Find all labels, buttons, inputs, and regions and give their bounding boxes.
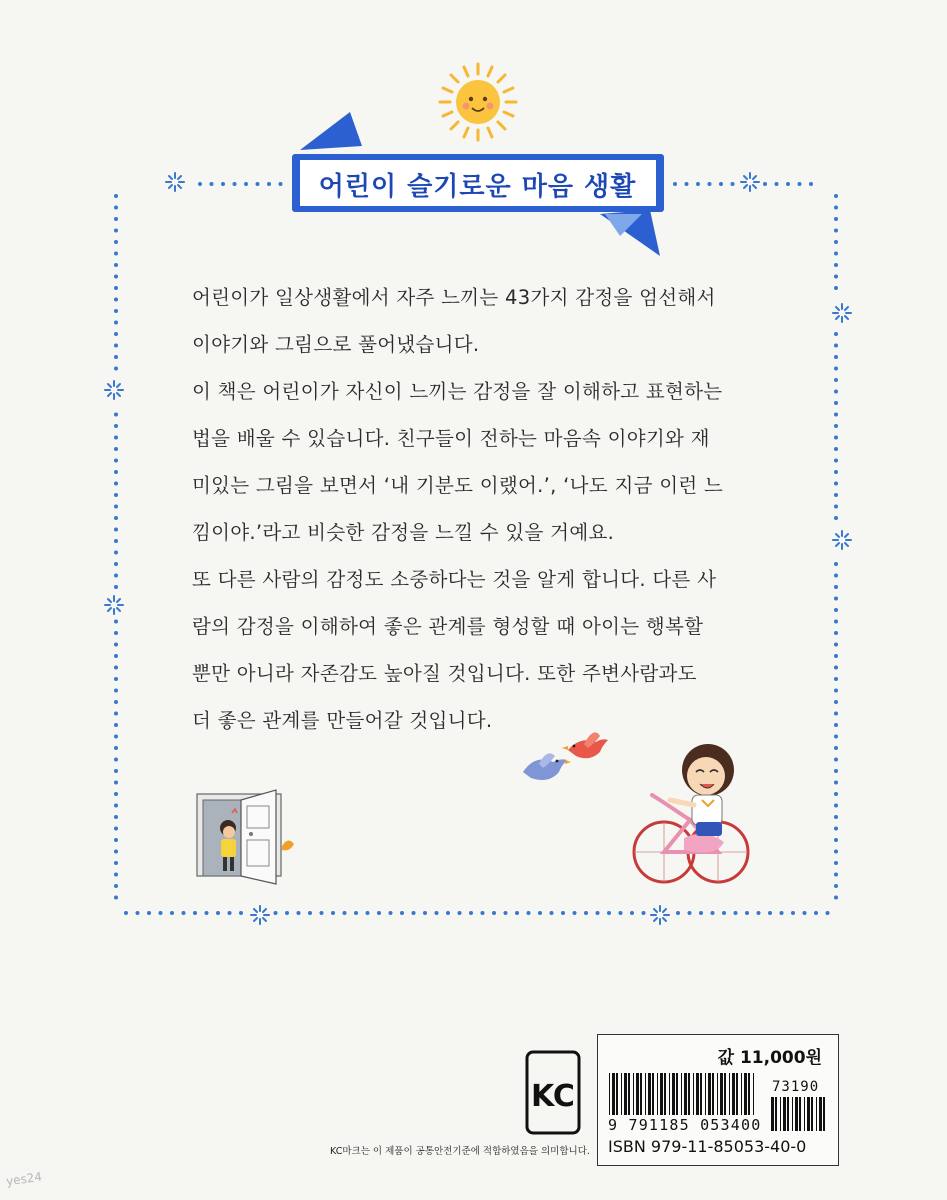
- frame-dot: [834, 585, 838, 589]
- frame-dot: [256, 182, 260, 186]
- frame-dot: [834, 666, 838, 670]
- frame-dot: [114, 424, 118, 428]
- frame-dot: [561, 911, 565, 915]
- frame-dot: [798, 182, 802, 186]
- frame-dot: [114, 355, 118, 359]
- barcode-bar: [816, 1097, 817, 1131]
- frame-dot: [147, 911, 151, 915]
- description-line: 법을 배울 수 있습니다. 친구들이 전하는 마음속 이야기와 재: [192, 427, 710, 450]
- barcode-bar: [736, 1073, 738, 1115]
- frame-dot: [763, 182, 767, 186]
- frame-dot: [114, 562, 118, 566]
- frame-dot: [834, 516, 838, 520]
- frame-dot: [114, 286, 118, 290]
- frame-dot: [834, 562, 838, 566]
- frame-dot: [458, 911, 462, 915]
- sparkle-icon: [105, 596, 123, 614]
- frame-dot: [834, 597, 838, 601]
- frame-dot: [244, 182, 248, 186]
- barcode-bar: [676, 1073, 678, 1115]
- frame-dot: [834, 643, 838, 647]
- description-line: 낌이야.’라고 비슷한 감정을 느낄 수 있을 거예요.: [192, 521, 615, 544]
- frame-dot: [377, 911, 381, 915]
- frame-dot: [834, 206, 838, 210]
- frame-dot: [834, 505, 838, 509]
- frame-dot: [834, 459, 838, 463]
- frame-dot: [834, 758, 838, 762]
- frame-dot: [504, 911, 508, 915]
- frame-dot: [834, 677, 838, 681]
- description-line: 더 좋은 관계를 만들어갈 것입니다.: [192, 709, 493, 732]
- frame-dot: [114, 758, 118, 762]
- description-text: [192, 274, 792, 744]
- frame-dot: [515, 911, 519, 915]
- frame-dot: [114, 792, 118, 796]
- frame-dot: [834, 896, 838, 900]
- frame-dot: [708, 182, 712, 186]
- door-girl-illustration: [197, 790, 294, 884]
- frame-dot: [834, 252, 838, 256]
- barcode-bar: [628, 1073, 630, 1115]
- frame-dot: [114, 367, 118, 371]
- frame-dot: [834, 792, 838, 796]
- frame-dot: [114, 815, 118, 819]
- frame-dot: [688, 911, 692, 915]
- frame-dot: [114, 493, 118, 497]
- frame-dot: [786, 182, 790, 186]
- frame-dot: [114, 447, 118, 451]
- barcode-bar: [657, 1073, 658, 1115]
- frame-dot: [239, 911, 243, 915]
- frame-dot: [834, 689, 838, 693]
- frame-dot: [170, 911, 174, 915]
- frame-dot: [834, 447, 838, 451]
- frame-dot: [834, 712, 838, 716]
- description-line: 미있는 그림을 보면서 ‘내 기분도 이랬어.’, ‘나도 지금 이런 느: [192, 474, 724, 497]
- frame-dot: [210, 182, 214, 186]
- frame-dot: [331, 911, 335, 915]
- frame-dot: [527, 911, 531, 915]
- barcode-bar: [664, 1073, 666, 1115]
- barcode-bar: [783, 1097, 786, 1131]
- frame-dot: [114, 275, 118, 279]
- frame-dot: [446, 911, 450, 915]
- frame-dot: [114, 574, 118, 578]
- frame-dot: [834, 424, 838, 428]
- frame-dot: [834, 769, 838, 773]
- frame-dot: [114, 332, 118, 336]
- frame-dot: [267, 182, 271, 186]
- frame-dot: [114, 746, 118, 750]
- barcode-bar: [780, 1097, 781, 1131]
- frame-dot: [114, 539, 118, 543]
- frame-dot: [538, 911, 542, 915]
- frame-dot: [834, 815, 838, 819]
- frame-dot: [834, 873, 838, 877]
- frame-dot: [696, 182, 700, 186]
- price-barcode-box: [597, 1034, 839, 1166]
- barcode-bar: [724, 1073, 726, 1115]
- frame-dot: [423, 911, 427, 915]
- barcode-bar: [688, 1073, 690, 1115]
- frame-dot: [114, 240, 118, 244]
- frame-dot: [834, 700, 838, 704]
- frame-dot: [834, 401, 838, 405]
- barcode-bar: [792, 1097, 793, 1131]
- frame-dot: [389, 911, 393, 915]
- frame-dot: [550, 911, 554, 915]
- barcode-bar: [640, 1073, 642, 1115]
- barcode-bar: [648, 1073, 651, 1115]
- frame-dot: [619, 911, 623, 915]
- frame-dot: [114, 643, 118, 647]
- frame-dot: [198, 182, 202, 186]
- barcode-bar: [744, 1073, 747, 1115]
- frame-dot: [834, 470, 838, 474]
- bicycle-girl-illustration: [634, 744, 748, 882]
- bird-icon: [523, 753, 571, 780]
- frame-dot: [834, 884, 838, 888]
- frame-dot: [114, 413, 118, 417]
- frame-dot: [114, 217, 118, 221]
- frame-dot: [159, 911, 163, 915]
- description-line: 이 책은 어린이가 자신이 느끼는 감정을 잘 이해하고 표현하는: [192, 380, 723, 403]
- frame-dot: [193, 911, 197, 915]
- frame-dot: [630, 911, 634, 915]
- price-label: 값 11,000원: [717, 1048, 822, 1068]
- barcode-bar: [717, 1073, 718, 1115]
- barcode-bar: [633, 1073, 634, 1115]
- sun-icon: [440, 64, 516, 140]
- frame-dot: [285, 911, 289, 915]
- frame-dot: [114, 700, 118, 704]
- frame-dot: [719, 182, 723, 186]
- frame-dot: [780, 911, 784, 915]
- frame-dot: [469, 911, 473, 915]
- frame-dot: [114, 194, 118, 198]
- frame-dot: [221, 182, 225, 186]
- frame-dot: [834, 781, 838, 785]
- barcode-bar: [729, 1073, 730, 1115]
- frame-dot: [308, 911, 312, 915]
- barcode-bar: [811, 1097, 813, 1131]
- barcode-bar: [705, 1073, 706, 1115]
- frame-dot: [791, 911, 795, 915]
- frame-dot: [814, 911, 818, 915]
- frame-dot: [809, 182, 813, 186]
- frame-dot: [114, 769, 118, 773]
- frame-dot: [114, 252, 118, 256]
- frame-dot: [834, 827, 838, 831]
- description-line: 이야기와 그림으로 풀어냈습니다.: [192, 333, 480, 356]
- frame-dot: [834, 838, 838, 842]
- frame-dot: [584, 911, 588, 915]
- frame-dot: [492, 911, 496, 915]
- barcode-bar: [645, 1073, 646, 1115]
- frame-dot: [573, 911, 577, 915]
- frame-dot: [228, 911, 232, 915]
- frame-dot: [834, 482, 838, 486]
- frame-dot: [114, 850, 118, 854]
- barcode-bar: [708, 1073, 711, 1115]
- frame-dot: [343, 911, 347, 915]
- frame-dot: [435, 911, 439, 915]
- frame-dot: [834, 493, 838, 497]
- frame-dot: [114, 436, 118, 440]
- barcode-bar: [819, 1097, 822, 1131]
- barcode-bar: [787, 1097, 789, 1131]
- frame-dot: [114, 298, 118, 302]
- barcode-bar: [672, 1073, 675, 1115]
- frame-dot: [274, 911, 278, 915]
- frame-dot: [114, 861, 118, 865]
- frame-dot: [834, 344, 838, 348]
- barcode-bar: [775, 1097, 777, 1131]
- frame-dot: [114, 528, 118, 532]
- barcode-digits: 9 791185 053400: [608, 1116, 762, 1134]
- frame-dot: [114, 470, 118, 474]
- barcode-bar: [795, 1097, 798, 1131]
- barcode-bar: [807, 1097, 810, 1131]
- barcode-bar: [741, 1073, 742, 1115]
- frame-dot: [233, 182, 237, 186]
- frame-dot: [114, 804, 118, 808]
- barcode-bar: [823, 1097, 825, 1131]
- frame-dot: [297, 911, 301, 915]
- frame-dot: [834, 804, 838, 808]
- frame-dot: [834, 286, 838, 290]
- frame-dot: [834, 436, 838, 440]
- barcode-bar: [612, 1073, 615, 1115]
- addon-digits: 73190: [772, 1079, 820, 1095]
- frame-dot: [775, 182, 779, 186]
- frame-dot: [114, 873, 118, 877]
- barcode-bar: [696, 1073, 699, 1115]
- frame-dot: [481, 911, 485, 915]
- barcode-bar: [681, 1073, 682, 1115]
- frame-dot: [114, 689, 118, 693]
- sparkle-icon: [105, 381, 123, 399]
- barcode-bar: [753, 1073, 754, 1115]
- isbn-number: ISBN 979-11-85053-40-0: [608, 1137, 807, 1156]
- frame-dot: [114, 459, 118, 463]
- frame-dot: [834, 735, 838, 739]
- description-line: 또 다른 사람의 감정도 소중하다는 것을 알게 합니다. 다른 사: [192, 568, 717, 591]
- frame-dot: [826, 911, 830, 915]
- frame-dot: [734, 911, 738, 915]
- barcode-addon: [770, 1097, 828, 1131]
- barcode-bar: [804, 1097, 805, 1131]
- frame-dot: [114, 620, 118, 624]
- frame-dot: [834, 413, 838, 417]
- frame-dot: [114, 631, 118, 635]
- frame-dot: [834, 217, 838, 221]
- frame-dot: [216, 911, 220, 915]
- frame-dot: [803, 911, 807, 915]
- frame-dot: [114, 723, 118, 727]
- frame-dot: [205, 911, 209, 915]
- frame-dot: [366, 911, 370, 915]
- frame-dot: [607, 911, 611, 915]
- frame-dot: [114, 263, 118, 267]
- frame-dot: [114, 781, 118, 785]
- frame-dot: [642, 911, 646, 915]
- kc-caption: KC마크는 이 제품이 공통안전기준에 적합하였음을 의미합니다.: [330, 1146, 590, 1157]
- frame-dot: [699, 911, 703, 915]
- frame-dot: [834, 861, 838, 865]
- sparkle-icon: [251, 906, 269, 924]
- barcode-bar: [720, 1073, 723, 1115]
- frame-dot: [136, 911, 140, 915]
- frame-dot: [114, 229, 118, 233]
- frame-dot: [722, 911, 726, 915]
- frame-dot: [596, 911, 600, 915]
- barcode-bar: [684, 1073, 687, 1115]
- barcode-bar: [660, 1073, 663, 1115]
- frame-dot: [354, 911, 358, 915]
- frame-dot: [673, 182, 677, 186]
- frame-dot: [114, 666, 118, 670]
- frame-dot: [834, 275, 838, 279]
- description-line: 뿐만 아니라 자존감도 높아질 것입니다. 또한 주변사람과도: [192, 662, 697, 685]
- barcode-bar: [621, 1073, 622, 1115]
- frame-dot: [279, 182, 283, 186]
- barcode-bar: [700, 1073, 702, 1115]
- frame-dot: [182, 911, 186, 915]
- barcode-bar: [636, 1073, 639, 1115]
- frame-dot: [676, 911, 680, 915]
- barcode-bar: [799, 1097, 801, 1131]
- frame-dot: [834, 850, 838, 854]
- frame-dot: [114, 321, 118, 325]
- frame-dot: [834, 390, 838, 394]
- sparkle-icon: [833, 304, 851, 322]
- frame-dot: [114, 516, 118, 520]
- book-title: 어린이 슬기로운 마음 생활: [318, 171, 637, 202]
- frame-dot: [412, 911, 416, 915]
- barcode-bar: [624, 1073, 627, 1115]
- sparkle-icon: [166, 173, 184, 191]
- barcode: [608, 1073, 758, 1115]
- frame-dot: [114, 309, 118, 313]
- barcode-bar: [669, 1073, 670, 1115]
- barcode-bar: [771, 1097, 774, 1131]
- frame-dot: [834, 240, 838, 244]
- description-line: 어린이가 일상생활에서 자주 느끼는 43가지 감정을 엄선해서: [192, 286, 716, 309]
- frame-dot: [834, 332, 838, 336]
- frame-dot: [114, 896, 118, 900]
- barcode-bar: [616, 1073, 618, 1115]
- frame-dot: [685, 182, 689, 186]
- frame-dot: [114, 551, 118, 555]
- frame-dot: [834, 746, 838, 750]
- frame-dot: [834, 263, 838, 267]
- barcode-bar: [732, 1073, 735, 1115]
- frame-dot: [320, 911, 324, 915]
- kc-logo: [525, 1050, 581, 1135]
- sparkle-icon: [833, 531, 851, 549]
- frame-dot: [711, 911, 715, 915]
- frame-dot: [114, 677, 118, 681]
- frame-dot: [834, 355, 838, 359]
- frame-dot: [114, 206, 118, 210]
- frame-dot: [834, 620, 838, 624]
- frame-dot: [834, 229, 838, 233]
- frame-dot: [114, 712, 118, 716]
- barcode-bar: [712, 1073, 714, 1115]
- watermark: yes24: [5, 1169, 43, 1189]
- frame-dot: [114, 344, 118, 348]
- description-line: 람의 감정을 이해하여 좋은 관계를 형성할 때 아이는 행복할: [192, 615, 704, 638]
- frame-dot: [834, 194, 838, 198]
- frame-dot: [114, 505, 118, 509]
- frame-dot: [731, 182, 735, 186]
- frame-dot: [757, 911, 761, 915]
- sparkle-icon: [651, 906, 669, 924]
- sparkle-icon: [741, 173, 759, 191]
- barcode-bar: [693, 1073, 694, 1115]
- frame-dot: [400, 911, 404, 915]
- frame-dot: [768, 911, 772, 915]
- kc-logo-text: KC: [531, 1079, 575, 1114]
- barcode-bar: [609, 1073, 610, 1115]
- frame-dot: [114, 585, 118, 589]
- frame-dot: [834, 631, 838, 635]
- frame-dot: [834, 378, 838, 382]
- frame-dot: [834, 723, 838, 727]
- frame-dot: [114, 482, 118, 486]
- frame-dot: [834, 654, 838, 658]
- frame-dot: [114, 827, 118, 831]
- frame-dot: [114, 654, 118, 658]
- frame-dot: [114, 735, 118, 739]
- frame-dot: [745, 911, 749, 915]
- barcode-bar: [748, 1073, 750, 1115]
- frame-dot: [114, 838, 118, 842]
- frame-dot: [834, 367, 838, 371]
- frame-dot: [834, 574, 838, 578]
- frame-dot: [114, 884, 118, 888]
- frame-dot: [124, 911, 128, 915]
- frame-dot: [834, 608, 838, 612]
- barcode-bar: [652, 1073, 654, 1115]
